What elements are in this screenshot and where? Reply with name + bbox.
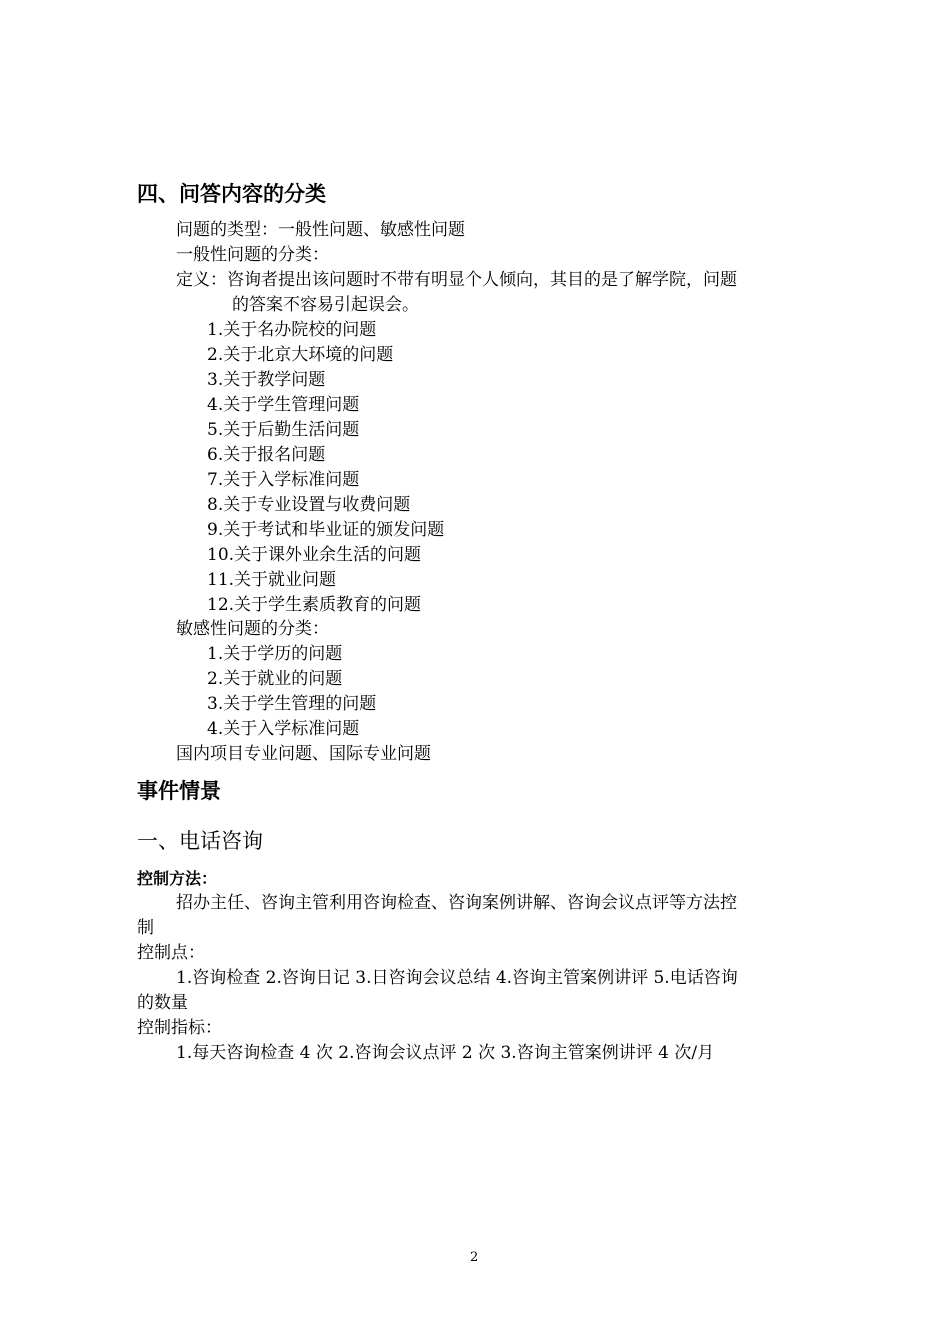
page-number: 2 [470,1250,479,1265]
definition-line-1: 定义：咨询者提出该问题时不带有明显个人倾向，其目的是了解学院，问题 [176,270,737,290]
list-item: 2.关于就业的问题 [207,669,343,689]
section-four-heading: 四、问答内容的分类 [137,182,326,206]
list-item: 12.关于学生素质教育的问题 [207,595,422,615]
control-method-label: 控制方法： [137,869,218,888]
scenario-heading: 事件情景 [137,779,221,803]
list-item: 3.关于教学问题 [207,370,326,390]
list-item: 9.关于考试和毕业证的颁发问题 [207,520,445,540]
list-item: 6.关于报名问题 [207,445,326,465]
sensitive-questions-heading: 敏感性问题的分类： [176,619,329,639]
list-item: 5.关于后勤生活问题 [207,420,360,440]
control-indicators-line-1: 1.每天咨询检查 4 次 2.咨询会议点评 2 次 3.咨询主管案例讲评 4 次/月 [176,1043,715,1063]
list-item: 1.关于学历的问题 [207,644,343,664]
list-item: 7.关于入学标准问题 [207,470,360,490]
question-types-line: 问题的类型：一般性问题、敏感性问题 [176,220,465,240]
list-item: 4.关于学生管理问题 [207,395,360,415]
control-method-line-2: 制 [137,918,154,938]
control-indicators-label: 控制指标： [137,1018,222,1038]
list-item: 4.关于入学标准问题 [207,719,360,739]
control-points-label: 控制点： [137,943,205,963]
list-item: 3.关于学生管理的问题 [207,694,377,714]
list-item: 11.关于就业问题 [207,570,337,590]
definition-line-2: 的答案不容易引起误会。 [232,295,419,315]
list-item: 1.关于名办院校的问题 [207,320,377,340]
general-questions-heading: 一般性问题的分类： [176,245,329,265]
control-points-line-2: 的数量 [137,993,188,1013]
control-points-line-1: 1.咨询检查 2.咨询日记 3.日咨询会议总结 4.咨询主管案例讲评 5.电话咨询 [176,968,738,988]
list-item: 2.关于北京大环境的问题 [207,345,394,365]
closing-line: 国内项目专业问题、国际专业问题 [176,744,431,764]
phone-consult-heading: 一、电话咨询 [137,829,263,853]
list-item: 10.关于课外业余生活的问题 [207,545,422,565]
list-item: 8.关于专业设置与收费问题 [207,495,411,515]
control-method-line-1: 招办主任、咨询主管利用咨询检查、咨询案例讲解、咨询会议点评等方法控 [176,893,737,913]
